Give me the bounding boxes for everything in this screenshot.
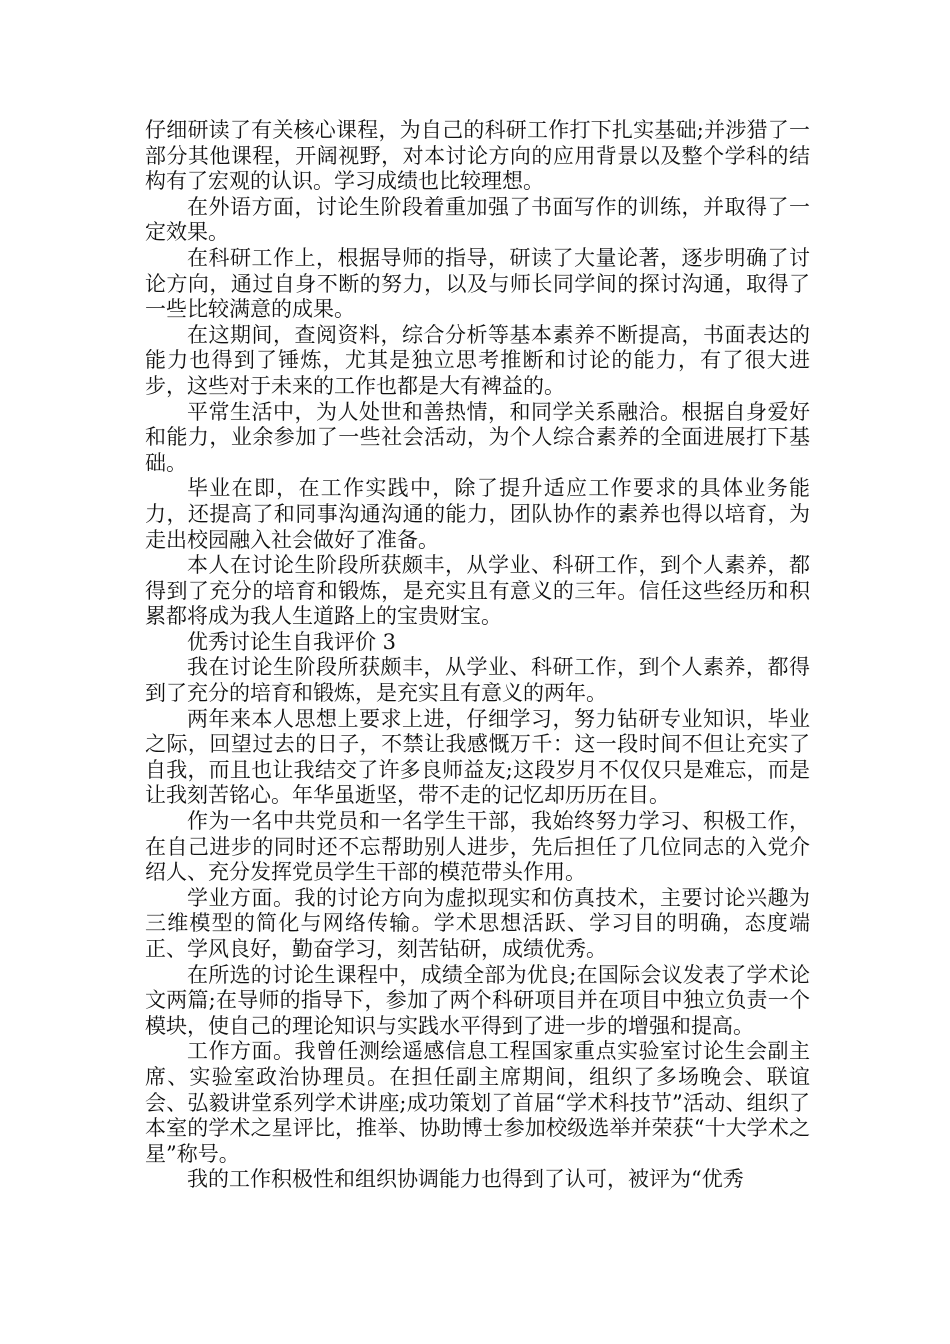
body-paragraph: 在外语方面，讨论生阶段着重加强了书面写作的训练，并取得了一定效果。	[145, 194, 810, 245]
body-paragraph: 学业方面。我的讨论方向为虚拟现实和仿真技术，主要讨论兴趣为三维模型的简化与网络传输。学术思想活跃、学习目的明确，态度端正、学风良好，勤奋学习，刻苦钻研，成绩优秀。	[145, 885, 810, 961]
body-paragraph: 优秀讨论生自我评价 3	[187, 629, 397, 654]
body-paragraph: 在科研工作上，根据导师的指导，研读了大量论著，逐步明确了讨论方向，通过自身不断的努力，以及与师长同学间的探讨沟通，取得了一些比较满意的成果。	[145, 245, 810, 322]
body-paragraph: 在这期间，查阅资料，综合分析等基本素养不断提高，书面表达的能力也得到了锤炼，尤其是独立思考推断和讨论的能力，有了很大进步，这些对于未来的工作也都是大有裨益的。	[145, 322, 810, 398]
body-paragraph: 我在讨论生阶段所获颇丰，从学业、科研工作，到个人素养，都得到了充分的培育和锻炼，是充实且有意义的两年。	[145, 655, 810, 706]
body-paragraph: 毕业在即，在工作实践中，除了提升适应工作要求的具体业务能力，还提高了和同事沟通沟通的能力，团队协作的素养也得以培育，为走出校园融入社会做好了准备。	[145, 476, 810, 552]
body-paragraph: 两年来本人思想上要求上进，仔细学习，努力钻研专业知识，毕业之际，回望过去的日子，不禁让我感慨万千：这一段时间不但让充实了自我，而且也让我结交了许多良师益友;这段岁月不仅仅只是难忘，而是让我刻苦铭心。年华虽逝坚，带不走的记忆却历历在目。	[145, 706, 810, 808]
body-paragraph: 平常生活中，为人处世和善热情，和同学关系融洽。根据自身爱好和能力，业余参加了一些社会活动，为个人综合素养的全面进展打下基础。	[145, 399, 810, 475]
body-paragraph: 作为一名中共党员和一名学生干部，我始终努力学习、积极工作，在自己进步的同时还不忘帮助别人进步，先后担任了几位同志的入党介绍人、充分发挥党员学生干部的模范带头作用。	[145, 809, 810, 885]
body-paragraph: 仔细研读了有关核心课程，为自己的科研工作打下扎实基础;并涉猎了一部分其他课程，开阔视野，对本讨论方向的应用背景以及整个学科的结构有了宏观的认识。学习成绩也比较理想。	[145, 118, 810, 194]
body-paragraph: 我的工作积极性和组织协调能力也得到了认可，被评为“优秀	[187, 1167, 744, 1192]
document-body	[145, 118, 810, 1193]
body-paragraph: 本人在讨论生阶段所获颇丰，从学业、科研工作，到个人素养，都得到了充分的培育和锻炼，是充实且有意义的三年。信任这些经历和积累都将成为我人生道路上的宝贵财宝。	[145, 553, 810, 629]
body-paragraph: 在所选的讨论生课程中，成绩全部为优良;在国际会议发表了学术论文两篇;在导师的指导下，参加了两个科研项目并在项目中独立负责一个模块，使自己的理论知识与实践水平得到了进一步的增强和提高。	[145, 962, 810, 1038]
body-paragraph: 工作方面。我曾任测绘遥感信息工程国家重点实验室讨论生会副主席、实验室政治协理员。在担任副主席期间，组织了多场晚会、联谊会、弘毅讲堂系列学术讲座;成功策划了首届“学术科技节”活动、组织了本室的学术之星评比，推举、协助博士参加校级选举并荣获“十大学术之星”称号。	[145, 1039, 810, 1166]
